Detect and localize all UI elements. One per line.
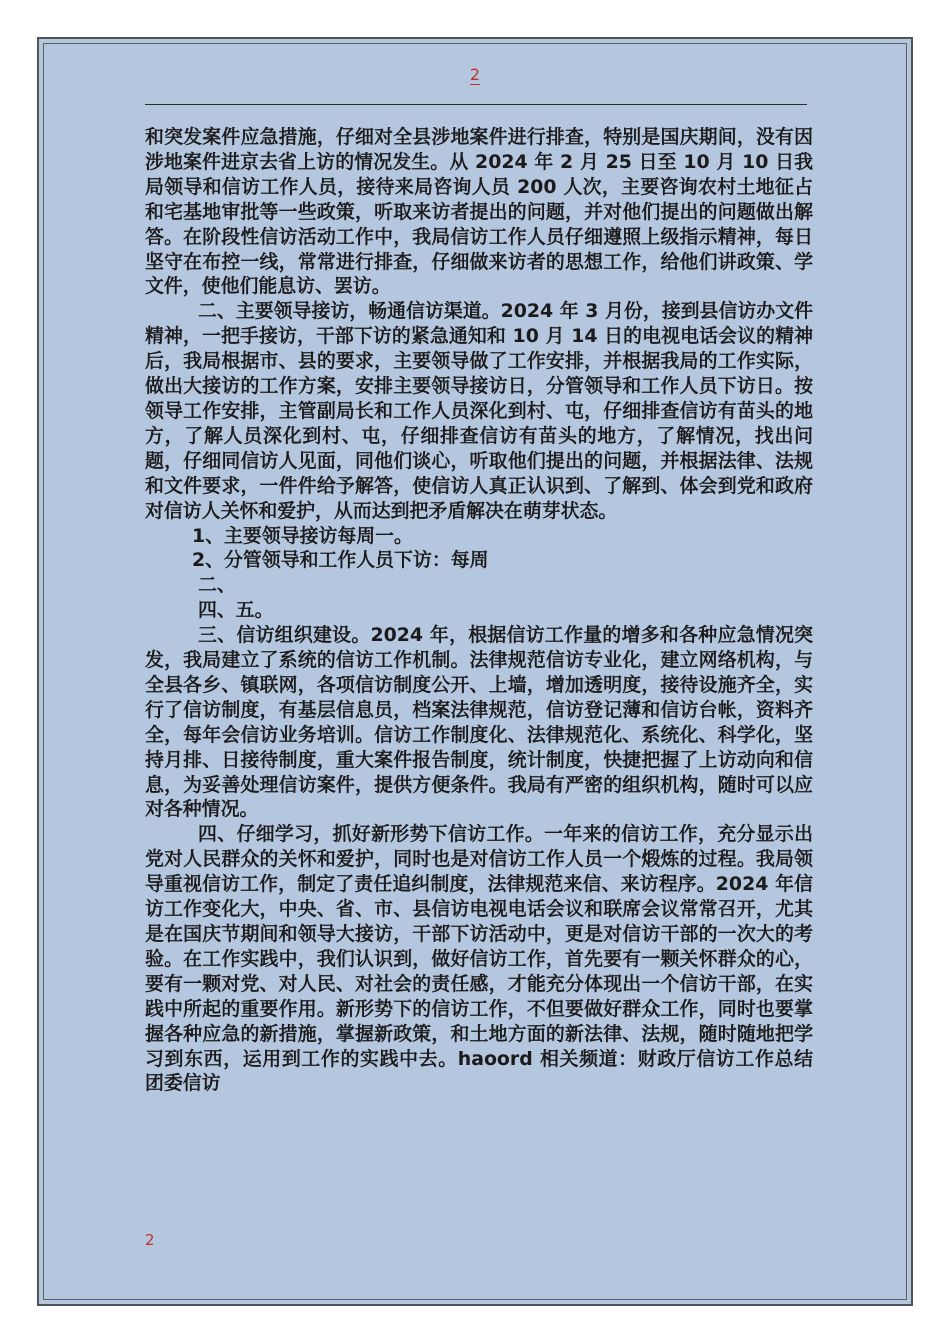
- header-page-number-text: 2: [469, 65, 481, 84]
- list-item: 1、主要领导接访每周一。: [192, 524, 413, 547]
- body-paragraph: 二、主要领导接访，畅通信访渠道。2024 年 3 月份，接到县信访办文件精神，一把手接访，干部下访的紧急通知和 10 月 14 日的电视电话会议的精神后，我局根据市、县的要求，主要领导做了工作安排，并根据我局的工作实际，做出大接访的工作方案，安排主要领导接访日，分管领导和工作人员下访日。按领导工作安排，主管副局长和工作人员深化到村、屯，仔细排查信访有苗头的地方，了解人员深化到村、屯，仔细排查信访有苗头的地方，了解情况，找出问题，仔细同信访人见面，同他们谈心，听取他们提出的问题，并根据法律、法规和文件要求，一件件给予解答，使信访人真正认识到、了解到、体会到党和政府对信访人关怀和爱护，从而达到把矛盾解决在萌芽状态。: [145, 300, 813, 522]
- footer-page-number: 2: [145, 1231, 155, 1249]
- list-item-continuation: 四、五。: [198, 599, 274, 622]
- body-paragraph: 三、信访组织建设。2024 年，根据信访工作量的增多和各种应急情况突发，我局建立了系统的信访工作机制。法律规范信访专业化，建立网络机构，与全县各乡、镇联网，各项信访制度公开、上墙，增加透明度，接待设施齐全，实行了信访制度，有基层信息员，档案法律规范，信访登记薄和信访台帐，资料齐全，每年会信访业务培训。信访工作制度化、法律规范化、系统化、科学化，坚持月排、日接待制度，重大案件报告制度，统计制度，快捷把握了上访动向和信息，为妥善处理信访案件，提供方便条件。我局有严密的组织机构，随时可以应对各种情况。: [145, 624, 813, 821]
- header-page-number: [39, 65, 911, 85]
- body-paragraph: 四、仔细学习，抓好新形势下信访工作。一年来的信访工作，充分显示出党对人民群众的关怀和爱护，同时也是对信访工作人员一个煅炼的过程。我局领导重视信访工作，制定了责任追纠制度，法律规范来信、来访程序。2024 年信访工作变化大，中央、省、市、县信访电视电话会议和联席会议常常召开，尤其是在国庆节期间和领导大接访，干部下访活动中，更是对信访干部的一次大的考验。在工作实践中，我们认识到，做好信访工作，首先要有一颗关怀群众的心，要有一颗对党、对人民、对社会的责任感，才能充分体现出一个信访干部，在实践中所起的重要作用。新形势下的信访工作，不但要做好群众工作，同时也要掌握各种应急的新措施，掌握新政策，和土地方面的新法律、法规，随时随地把学习到东西，运用到工作的实践中去。haoord 相关频道：财政厅信访工作总结 团委信访: [145, 823, 813, 1095]
- body-paragraph: 和突发案件应急措施，仔细对全县涉地案件进行排查，特别是国庆期间，没有因涉地案件进京去省上访的情况发生。从 2024 年 2 月 25 日至 10 月 10 日我局领导和信访工作人员，接待来局咨询人员 200 人次，主要咨询农村土地征占和宅基地审批等一些政策，听取来访者提出的问题，并对他们提出的问题做出解答。在阶段性信访活动工作中，我局信访工作人员仔细遵照上级指示精神，每日坚守在布控一线，常常进行排查，仔细做来访者的思想工作，给他们讲政策、学文件，使他们能息访、罢访。: [145, 126, 813, 298]
- header-divider: [145, 104, 807, 105]
- list-item-continuation: 二、: [198, 574, 236, 597]
- document-body: [145, 125, 813, 1096]
- list-item: 2、分管领导和工作人员下访：每周: [192, 549, 489, 572]
- document-page: [37, 37, 913, 1306]
